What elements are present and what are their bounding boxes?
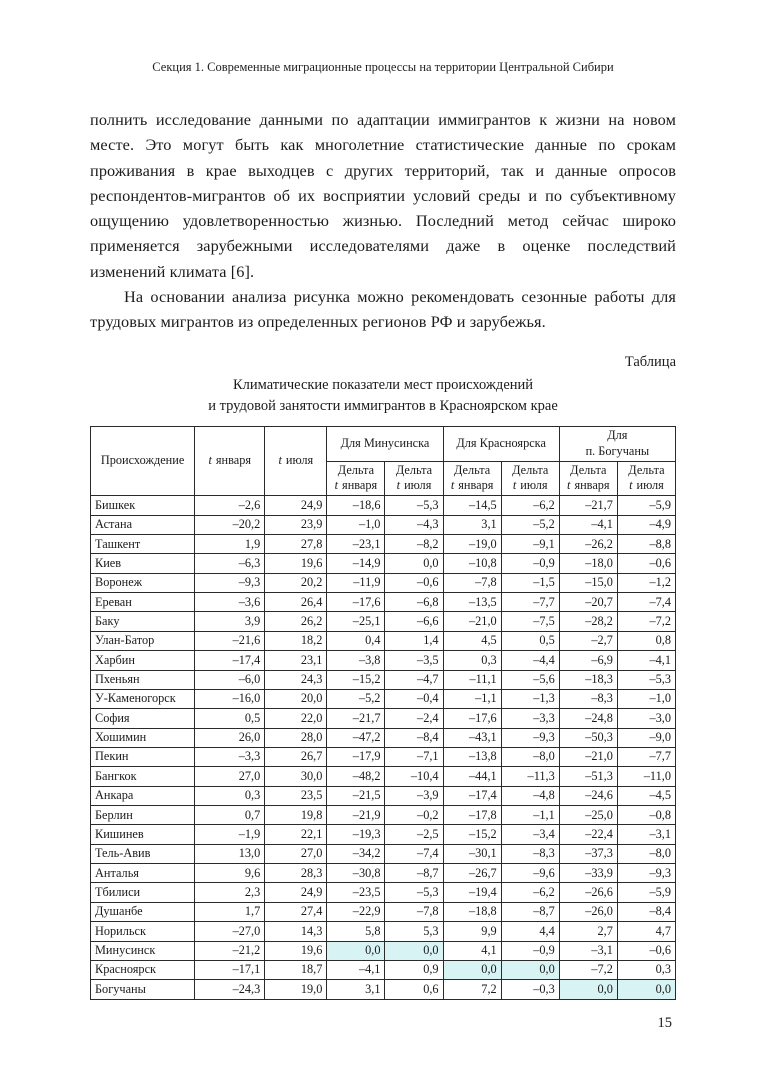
value-cell: –3,1 [559,941,617,960]
subheader-delta-t-january: Дельта t января [559,461,617,496]
value-cell: –48,2 [327,767,385,786]
value-cell: –1,3 [501,689,559,708]
value-cell: –5,9 [617,496,675,515]
value-cell: 19,0 [265,980,327,999]
value-cell: 0,5 [501,631,559,650]
value-cell: –26,6 [559,883,617,902]
value-cell: –21,0 [559,747,617,766]
value-cell: –21,2 [195,941,265,960]
value-cell: –20,2 [195,515,265,534]
value-cell: –6,2 [501,883,559,902]
origin-cell: Тбилиси [91,883,195,902]
value-cell: –1,0 [617,689,675,708]
table-row [91,670,676,689]
value-cell: –5,2 [327,689,385,708]
group-header-boguchany: Для п. Богучаны [559,426,675,461]
value-cell: –3,9 [385,786,443,805]
value-cell: –2,6 [195,496,265,515]
value-cell: –25,0 [559,806,617,825]
value-cell: 5,3 [385,922,443,941]
body-paragraph-1: полнить исследование данными по адаптации иммигрантов к жизни на новом месте. Это могут быть как многолетние статистические данные по срокам проживания в крае выходцев с других территорий, так и данные опросов респондентов-мигрантов об их восприятии условий среды и по субъективному ощущению удовлетворенностью жизнью. Последний метод сейчас широко применяется зарубежными исследователями даже в оценке последствий изменений климата [6]. [90,110,676,281]
value-cell: –21,5 [327,786,385,805]
value-cell: 0,3 [443,651,501,670]
value-cell: –11,3 [501,767,559,786]
value-cell: –6,8 [385,593,443,612]
value-cell: 3,1 [443,515,501,534]
value-cell: 27,0 [195,767,265,786]
value-cell: –17,6 [327,593,385,612]
value-cell: –47,2 [327,728,385,747]
value-cell: –43,1 [443,728,501,747]
running-header: Секция 1. Современные миграционные процессы на территории Центральной Сибири [152,60,614,74]
value-cell: –2,5 [385,825,443,844]
table-row [91,767,676,786]
table-row [91,631,676,650]
value-cell: –0,6 [385,573,443,592]
value-cell: –0,6 [617,554,675,573]
origin-cell: Ереван [91,593,195,612]
value-cell: –26,2 [559,535,617,554]
value-cell: –0,4 [385,689,443,708]
value-cell: –6,9 [559,651,617,670]
page-number: 15 [657,1015,672,1031]
table-row [91,960,676,979]
value-cell: 9,6 [195,864,265,883]
value-cell: –6,6 [385,612,443,631]
value-cell: –17,9 [327,747,385,766]
value-cell: –5,9 [617,883,675,902]
value-cell: 26,2 [265,612,327,631]
origin-cell: Воронеж [91,573,195,592]
value-cell: –28,2 [559,612,617,631]
value-cell: –18,6 [327,496,385,515]
value-cell: –18,3 [559,670,617,689]
origin-cell: Бангкок [91,767,195,786]
table-row [91,651,676,670]
table-row [91,593,676,612]
value-cell: 7,2 [443,980,501,999]
column-header-t-july: t июля [265,426,327,495]
value-cell: –9,1 [501,535,559,554]
value-cell: 23,1 [265,651,327,670]
value-cell: 0,3 [195,786,265,805]
value-cell: 27,4 [265,902,327,921]
table-row [91,496,676,515]
value-cell: –23,1 [327,535,385,554]
origin-cell: Пекин [91,747,195,766]
value-cell: 0,6 [385,980,443,999]
value-cell: –10,8 [443,554,501,573]
origin-cell: Кишинев [91,825,195,844]
value-cell: –9,3 [501,728,559,747]
value-cell: –4,1 [327,960,385,979]
table-row [91,515,676,534]
value-cell: 0,0 [385,554,443,573]
value-cell: –6,0 [195,670,265,689]
value-cell: 0,7 [195,806,265,825]
value-cell: 19,6 [265,554,327,573]
value-cell: –1,9 [195,825,265,844]
value-cell: 22,0 [265,709,327,728]
value-cell: –18,8 [443,902,501,921]
value-cell: 27,8 [265,535,327,554]
value-cell: –8,0 [617,844,675,863]
value-cell: –8,0 [501,747,559,766]
value-cell: –5,6 [501,670,559,689]
table-body [91,496,676,999]
subheader-delta-t-july: Дельта t июля [501,461,559,496]
t-symbol: t [208,453,212,468]
value-cell: 0,0 [501,960,559,979]
value-cell: 3,9 [195,612,265,631]
value-cell: –21,9 [327,806,385,825]
value-cell: –8,3 [559,689,617,708]
value-cell: –19,3 [327,825,385,844]
origin-cell: Хошимин [91,728,195,747]
value-cell: –24,8 [559,709,617,728]
value-cell: –15,2 [327,670,385,689]
table-row [91,709,676,728]
value-cell: 4,1 [443,941,501,960]
value-cell: –1,1 [501,806,559,825]
value-cell: 19,6 [265,941,327,960]
value-cell: –50,3 [559,728,617,747]
value-cell: 23,9 [265,515,327,534]
value-cell: –8,7 [385,864,443,883]
value-cell: –13,5 [443,593,501,612]
value-cell: 13,0 [195,844,265,863]
origin-cell: Ташкент [91,535,195,554]
origin-cell: Анталья [91,864,195,883]
value-cell: 19,8 [265,806,327,825]
value-cell: 20,2 [265,573,327,592]
value-cell: 5,8 [327,922,385,941]
value-cell: 26,4 [265,593,327,612]
value-cell: –4,4 [501,651,559,670]
value-cell: –1,0 [327,515,385,534]
value-cell: –3,3 [195,747,265,766]
value-cell: –51,3 [559,767,617,786]
value-cell: 1,4 [385,631,443,650]
table-row [91,689,676,708]
value-cell: –2,7 [559,631,617,650]
value-cell: –24,6 [559,786,617,805]
value-cell: –11,9 [327,573,385,592]
value-cell: –4,8 [501,786,559,805]
table-caption-line2: и трудовой занятости иммигрантов в Красноярском крае [208,397,558,414]
origin-cell: Богучаны [91,980,195,999]
value-cell: –14,5 [443,496,501,515]
value-cell: –9,3 [195,573,265,592]
table-row [91,922,676,941]
value-cell: 0,0 [327,941,385,960]
value-cell: –5,3 [385,883,443,902]
column-header-origin: Происхождение [91,426,195,495]
value-cell: –17,4 [443,786,501,805]
value-cell: –0,9 [501,554,559,573]
table-caption-line1: Климатические показатели мест происхождений [232,377,534,394]
value-cell: –5,3 [385,496,443,515]
value-cell: –0,9 [501,941,559,960]
value-cell: 24,9 [265,496,327,515]
value-cell: –19,4 [443,883,501,902]
value-cell: 28,0 [265,728,327,747]
value-cell: –4,3 [385,515,443,534]
value-cell: –17,6 [443,709,501,728]
value-cell: –1,1 [443,689,501,708]
value-cell: 27,0 [265,844,327,863]
table-label: Таблица [624,354,676,371]
value-cell: 0,4 [327,631,385,650]
value-cell: 20,0 [265,689,327,708]
value-cell: 0,8 [617,631,675,650]
value-cell: 2,7 [559,922,617,941]
subheader-delta-t-january: Дельта t января [443,461,501,496]
body-paragraph-2: На основании анализа рисунка можно рекомендовать сезонные работы для трудовых мигрантов из определенных регионов РФ и зарубежья. [90,286,676,331]
value-cell: –7,8 [443,573,501,592]
value-cell: 4,4 [501,922,559,941]
value-cell: –7,8 [385,902,443,921]
origin-cell: Пхеньян [91,670,195,689]
value-cell: 0,0 [617,980,675,999]
origin-cell: У-Каменогорск [91,689,195,708]
value-cell: –3,0 [617,709,675,728]
value-cell: –10,4 [385,767,443,786]
value-cell: –0,8 [617,806,675,825]
origin-cell: Харбин [91,651,195,670]
value-cell: 0,0 [443,960,501,979]
origin-cell: Бишкек [91,496,195,515]
value-cell: –18,0 [559,554,617,573]
value-cell: –4,5 [617,786,675,805]
value-cell: –6,2 [501,496,559,515]
value-cell: 4,7 [617,922,675,941]
value-cell: –30,8 [327,864,385,883]
origin-cell: Красноярск [91,960,195,979]
value-cell: 26,7 [265,747,327,766]
value-cell: –5,2 [501,515,559,534]
value-cell: –4,7 [385,670,443,689]
value-cell: –16,0 [195,689,265,708]
value-cell: –2,4 [385,709,443,728]
value-cell: –6,3 [195,554,265,573]
value-cell: –3,3 [501,709,559,728]
value-cell: 28,3 [265,864,327,883]
value-cell: –15,2 [443,825,501,844]
value-cell: 0,3 [617,960,675,979]
value-cell: –0,3 [501,980,559,999]
climate-table [90,426,676,1000]
value-cell: –8,2 [385,535,443,554]
value-cell: –21,6 [195,631,265,650]
group-header-minusinsk: Для Минусинска [327,426,443,461]
table-row [91,786,676,805]
value-cell: –0,2 [385,806,443,825]
value-cell: 2,3 [195,883,265,902]
value-cell: –34,2 [327,844,385,863]
origin-cell: Баку [91,612,195,631]
table-row [91,612,676,631]
group-header-krasnoyarsk: Для Красноярска [443,426,559,461]
value-cell: 14,3 [265,922,327,941]
origin-cell: Берлин [91,806,195,825]
table-row [91,535,676,554]
value-cell: –7,7 [501,593,559,612]
value-cell: –13,8 [443,747,501,766]
value-cell: –3,6 [195,593,265,612]
origin-cell: Душанбе [91,902,195,921]
value-cell: –17,1 [195,960,265,979]
value-cell: –7,2 [559,960,617,979]
subheader-delta-t-january: Дельта t января [327,461,385,496]
value-cell: –15,0 [559,573,617,592]
value-cell: –3,5 [385,651,443,670]
value-cell: 0,9 [385,960,443,979]
value-cell: –30,1 [443,844,501,863]
table-row [91,883,676,902]
value-cell: –5,3 [617,670,675,689]
value-cell: –11,0 [617,767,675,786]
origin-cell: Астана [91,515,195,534]
table-caption [90,375,676,416]
origin-cell: Тель-Авив [91,844,195,863]
value-cell: 22,1 [265,825,327,844]
value-cell: 1,7 [195,902,265,921]
value-cell: –8,8 [617,535,675,554]
value-cell: 18,7 [265,960,327,979]
value-cell: 4,5 [443,631,501,650]
value-cell: 9,9 [443,922,501,941]
value-cell: –25,1 [327,612,385,631]
value-cell: –22,9 [327,902,385,921]
value-cell: 24,3 [265,670,327,689]
value-cell: –9,0 [617,728,675,747]
value-cell: 0,0 [385,941,443,960]
table-row [91,980,676,999]
value-cell: –8,4 [617,902,675,921]
value-cell: –1,5 [501,573,559,592]
value-cell: –27,0 [195,922,265,941]
value-cell: –3,4 [501,825,559,844]
column-header-t-january: t января [195,426,265,495]
value-cell: –17,8 [443,806,501,825]
value-cell: –44,1 [443,767,501,786]
value-cell: –7,1 [385,747,443,766]
value-cell: –4,9 [617,515,675,534]
origin-cell: Минусинск [91,941,195,960]
value-cell: –14,9 [327,554,385,573]
table-row [91,825,676,844]
table-row [91,728,676,747]
subheader-delta-t-july: Дельта t июля [617,461,675,496]
value-cell: –4,1 [559,515,617,534]
value-cell: –37,3 [559,844,617,863]
value-cell: –33,9 [559,864,617,883]
value-cell: 24,9 [265,883,327,902]
value-cell: –23,5 [327,883,385,902]
table-row [91,806,676,825]
value-cell: 18,2 [265,631,327,650]
value-cell: –9,6 [501,864,559,883]
value-cell: 23,5 [265,786,327,805]
value-cell: –7,4 [617,593,675,612]
table-row [91,941,676,960]
table-row [91,902,676,921]
value-cell: –22,4 [559,825,617,844]
value-cell: –9,3 [617,864,675,883]
value-cell: –0,6 [617,941,675,960]
value-cell: –26,0 [559,902,617,921]
origin-cell: Киев [91,554,195,573]
origin-cell: Улан-Батор [91,631,195,650]
value-cell: –1,2 [617,573,675,592]
table-row [91,844,676,863]
table-row [91,864,676,883]
value-cell: –24,3 [195,980,265,999]
table-row [91,554,676,573]
origin-cell: София [91,709,195,728]
value-cell: 1,9 [195,535,265,554]
table-row [91,573,676,592]
value-cell: 0,0 [559,980,617,999]
value-cell: –3,8 [327,651,385,670]
value-cell: –11,1 [443,670,501,689]
table-row [91,747,676,766]
value-cell: –8,7 [501,902,559,921]
value-cell: 3,1 [327,980,385,999]
value-cell: –7,7 [617,747,675,766]
t-symbol: t [278,453,282,468]
value-cell: –7,5 [501,612,559,631]
value-cell: –21,7 [327,709,385,728]
origin-cell: Анкара [91,786,195,805]
value-cell: –21,7 [559,496,617,515]
table-header [91,426,676,495]
value-cell: 26,0 [195,728,265,747]
value-cell: –20,7 [559,593,617,612]
value-cell: –8,4 [385,728,443,747]
value-cell: –7,2 [617,612,675,631]
value-cell: –4,1 [617,651,675,670]
value-cell: –8,3 [501,844,559,863]
subheader-delta-t-july: Дельта t июля [385,461,443,496]
value-cell: –7,4 [385,844,443,863]
value-cell: –17,4 [195,651,265,670]
origin-cell: Норильск [91,922,195,941]
value-cell: –3,1 [617,825,675,844]
value-cell: 0,5 [195,709,265,728]
value-cell: –19,0 [443,535,501,554]
value-cell: –21,0 [443,612,501,631]
value-cell: 30,0 [265,767,327,786]
value-cell: –26,7 [443,864,501,883]
